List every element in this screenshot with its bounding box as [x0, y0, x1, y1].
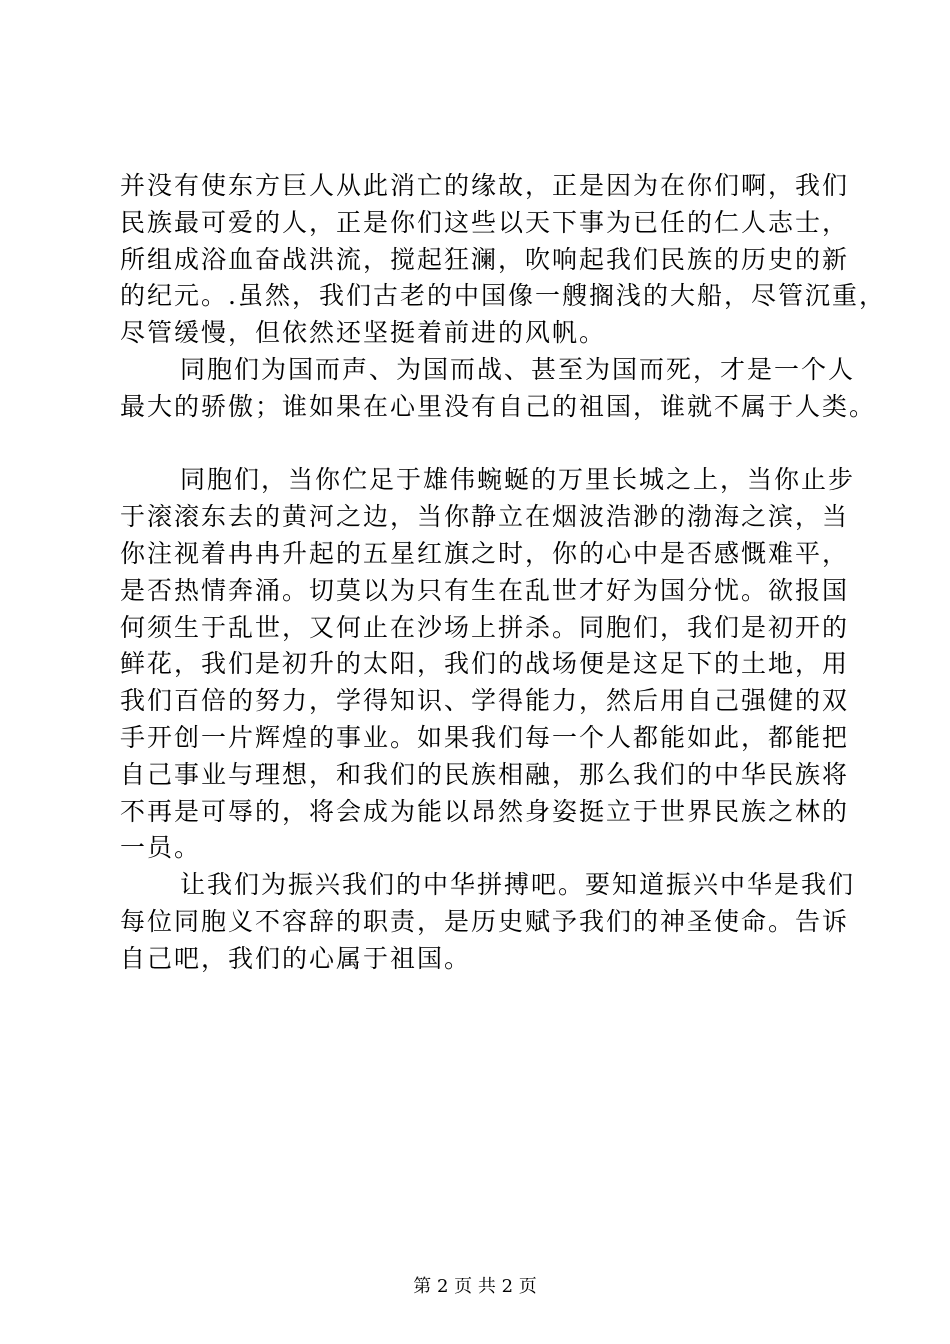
text-line: 并没有使东方巨人从此消亡的缘故，正是因为在你们啊，我们	[120, 171, 850, 200]
text-line: 于滚滚东去的黄河之边，当你静立在烟波浩渺的渤海之滨，当	[120, 502, 850, 532]
text-line: 何须生于乱世，又何止在沙场上拼杀。同胞们，我们是初开的	[120, 612, 850, 642]
text-line: 鲜花，我们是初升的太阳，我们的战场便是这足下的土地，用	[120, 649, 850, 679]
page-number-label: 第 2 页 共 2 页	[413, 1276, 537, 1297]
page-footer	[0, 1272, 950, 1298]
text-line: 最大的骄傲；谁如果在心里没有自己的祖国，谁就不属于人类。	[120, 391, 877, 421]
text-line: 不再是可辱的，将会成为能以昂然身姿挺立于世界民族之林的	[120, 796, 850, 826]
text-line: 同胞们为国而声、为国而战、甚至为国而死，才是一个人	[180, 354, 856, 384]
text-line: 让我们为振兴我们的中华拼搏吧。要知道振兴中华是我们	[180, 870, 856, 900]
paragraph-spacer	[120, 426, 840, 463]
text-line: 我们百倍的努力，学得知识、学得能力，然后用自己强健的双	[120, 686, 850, 716]
paragraph-4	[120, 867, 856, 977]
text-line: 民族最可爱的人，正是你们这些以天下事为已任的仁人志士，	[120, 207, 850, 237]
text-line: 尽管缓慢，但依然还坚挺着前进的风帆。	[120, 318, 607, 348]
text-line: 同胞们，当你伫足于雄伟蜿蜒的万里长城之上，当你止步	[180, 465, 856, 495]
text-line: 自己吧，我们的心属于祖国。	[120, 943, 472, 973]
text-line: 你注视着冉冉升起的五星红旗之时，你的心中是否感慨难平，	[120, 538, 850, 568]
document-body	[120, 168, 886, 978]
text-line: 自己事业与理想，和我们的民族相融，那么我们的中华民族将	[120, 759, 850, 789]
paragraph-3	[120, 462, 856, 867]
text-line: 每位同胞义不容辞的职责，是历史赋予我们的神圣使命。告诉	[120, 906, 850, 936]
text-line: 所组成浴血奋战洪流，搅起狂澜，吹响起我们民族的历史的新	[120, 244, 850, 274]
text-line: 的纪元。.虽然，我们古老的中国像一艘搁浅的大船，尽管沉重，	[120, 281, 886, 311]
text-line: 是否热情奔涌。切莫以为只有生在乱世才好为国分忧。欲报国	[120, 575, 850, 605]
text-line: 手开创一片辉煌的事业。如果我们每一个人都能如此，都能把	[120, 722, 850, 752]
paragraph-2	[120, 352, 877, 426]
text-line: 一员。	[120, 833, 202, 863]
paragraph-1	[120, 168, 886, 352]
